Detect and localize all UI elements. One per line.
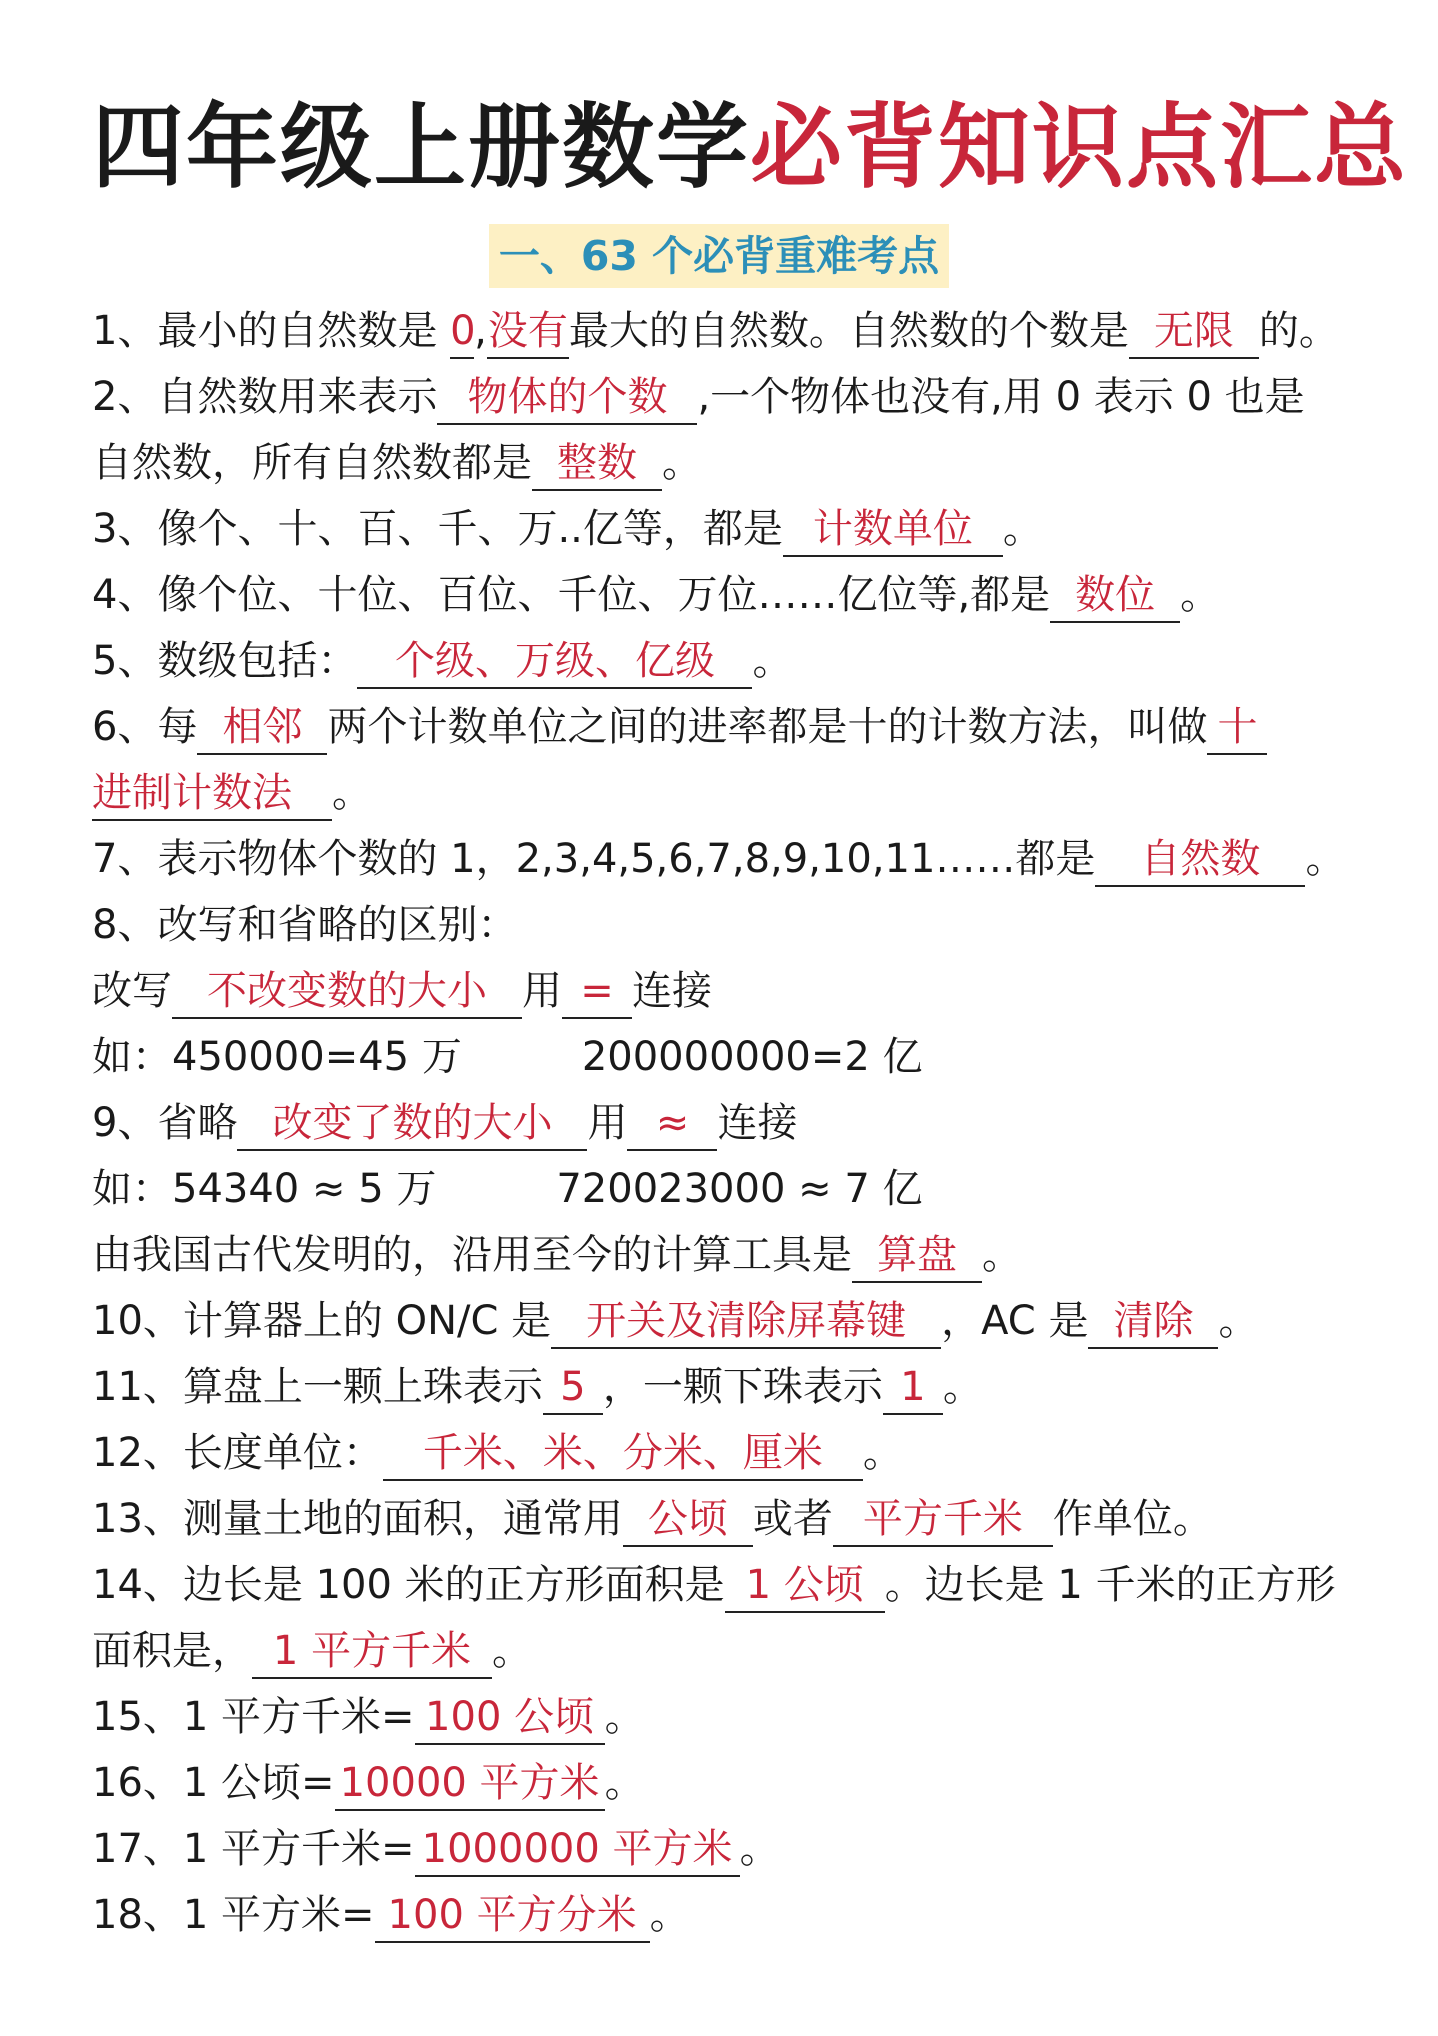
- example-label: 如：: [92, 1034, 172, 1080]
- answer-blank: 5: [543, 1361, 603, 1415]
- item-8-rewrite: [92, 958, 1346, 1024]
- item-text: 。: [982, 1232, 1022, 1278]
- item-14-cont: [92, 1618, 1346, 1684]
- item-text: ，一颗下珠表示: [602, 1364, 883, 1410]
- title-red-part: 必背知识点汇总: [750, 94, 1409, 201]
- example-1: 54340 ≈ 5 万: [172, 1166, 437, 1212]
- item-text: 或者: [752, 1496, 833, 1542]
- item-text: 。: [1002, 506, 1043, 552]
- answer-blank: ≈: [627, 1097, 717, 1151]
- answer-blank: 改变了数的大小: [237, 1097, 587, 1151]
- item-6-cont: [92, 760, 1346, 826]
- answer-blank: 1000000 平方米: [415, 1823, 740, 1877]
- answer-blank: 物体的个数: [437, 371, 697, 425]
- item-text: 。: [332, 770, 372, 816]
- item-text: 。: [942, 1364, 983, 1410]
- item-text: 用: [587, 1100, 628, 1146]
- title-black-part: 四年级上册数学: [92, 94, 751, 201]
- answer-blank: 1 公顷: [725, 1559, 885, 1613]
- item-8: [92, 892, 1346, 958]
- item-text: ，AC 是: [941, 1298, 1089, 1344]
- item-text: 7、表示物体个数的 1，2,3,4,5,6,7,8,9,10,11……都是: [92, 836, 1096, 882]
- item-text: 3、像个、十、百、千、万..亿等，都是: [92, 506, 783, 552]
- answer-blank: 1 平方千米: [252, 1625, 492, 1679]
- answer-blank: 千米、米、分米、厘米: [383, 1427, 863, 1481]
- item-text: 15、1 平方千米=: [92, 1694, 415, 1740]
- knowledge-list: [92, 298, 1346, 1948]
- item-18: [92, 1882, 1346, 1948]
- item-10: [92, 1288, 1346, 1354]
- answer-blank: 平方千米: [833, 1493, 1053, 1547]
- answer-blank: 0: [450, 305, 474, 359]
- item-text: 8、改写和省略的区别：: [92, 902, 518, 948]
- item-text: 作单位。: [1052, 1496, 1213, 1542]
- answer-blank: 公顷: [623, 1493, 753, 1547]
- item-text: 。: [1218, 1298, 1259, 1344]
- item-text: 。: [862, 1430, 903, 1476]
- answer-blank: 10000 平方米: [335, 1757, 605, 1811]
- item-text: 用: [522, 968, 562, 1014]
- item-text: 连接: [632, 968, 712, 1014]
- item-text: 。: [604, 1694, 645, 1740]
- answer-blank: 相邻: [197, 701, 327, 755]
- section-heading: 一、63 个必背重难考点: [489, 224, 949, 288]
- item-9-abacus: [92, 1222, 1346, 1288]
- item-text: 12、长度单位：: [92, 1430, 383, 1476]
- item-text: ,: [474, 308, 487, 354]
- item-text: 。: [492, 1628, 532, 1674]
- item-8-example: [92, 1024, 1346, 1090]
- item-text: 13、测量土地的面积，通常用: [92, 1496, 623, 1542]
- item-text: 连接: [717, 1100, 798, 1146]
- item-text: 2、自然数用来表示: [92, 374, 438, 420]
- item-text: 。: [739, 1826, 780, 1872]
- item-15: [92, 1684, 1346, 1750]
- item-text: 。: [1180, 572, 1221, 618]
- answer-blank: 无限: [1129, 305, 1259, 359]
- item-12: [92, 1420, 1346, 1486]
- item-13: [92, 1486, 1346, 1552]
- item-14: [92, 1552, 1346, 1618]
- page-title: [92, 0, 1409, 204]
- answer-blank: 十: [1207, 701, 1267, 755]
- item-text: 16、1 公顷=: [92, 1760, 335, 1806]
- item-text: 的。: [1258, 308, 1339, 354]
- item-17: [92, 1816, 1346, 1882]
- answer-blank: 自然数: [1095, 833, 1305, 887]
- item-text: 。: [1305, 836, 1346, 882]
- item-text: 6、每: [92, 704, 198, 750]
- answer-blank: 开关及清除屏幕键: [551, 1295, 941, 1349]
- answer-blank: 整数: [532, 437, 662, 491]
- item-text: 面积是，: [92, 1628, 252, 1674]
- answer-blank: 没有: [487, 305, 569, 359]
- item-text: 5、数级包括：: [92, 638, 358, 684]
- example-label: 如：: [92, 1166, 172, 1212]
- item-9: [92, 1090, 1346, 1156]
- item-text: 。: [662, 440, 702, 486]
- answer-blank: 数位: [1050, 569, 1180, 623]
- answer-blank: 100 平方分米: [375, 1889, 650, 1943]
- item-2-cont: [92, 430, 1346, 496]
- example-2: 200000000=2 亿: [581, 1034, 923, 1080]
- item-text: 。边长是 1 千米的正方形: [884, 1562, 1336, 1608]
- example-2: 720023000 ≈ 7 亿: [556, 1166, 923, 1212]
- answer-blank: 1: [883, 1361, 943, 1415]
- item-text: 10、计算器上的 ON/C 是: [92, 1298, 552, 1344]
- answer-blank: 个级、万级、亿级: [357, 635, 752, 689]
- item-11: [92, 1354, 1346, 1420]
- item-text: 两个计数单位之间的进率都是十的计数方法，叫做: [327, 704, 1208, 750]
- item-text: 由我国古代发明的，沿用至今的计算工具是: [92, 1232, 852, 1278]
- item-text: 17、1 平方千米=: [92, 1826, 415, 1872]
- item-3: [92, 496, 1346, 562]
- item-text: 18、1 平方米=: [92, 1892, 375, 1938]
- item-16: [92, 1750, 1346, 1816]
- answer-blank: 计数单位: [783, 503, 1003, 557]
- item-text: 9、省略: [92, 1100, 238, 1146]
- answer-blank: 100 公顷: [415, 1691, 605, 1745]
- item-text: 14、边长是 100 米的正方形面积是: [92, 1562, 725, 1608]
- item-text: 最大的自然数。自然数的个数是: [568, 308, 1129, 354]
- example-1: 450000=45 万: [172, 1034, 462, 1080]
- answer-blank: 清除: [1088, 1295, 1218, 1349]
- item-9-example: [92, 1156, 1346, 1222]
- item-text: 。: [604, 1760, 645, 1806]
- item-text: 。: [752, 638, 793, 684]
- item-1: [92, 298, 1346, 364]
- item-text: 4、像个位、十位、百位、千位、万位……亿位等,都是: [92, 572, 1051, 618]
- answer-blank: 不改变数的大小: [172, 965, 522, 1019]
- answer-blank: =: [562, 965, 632, 1019]
- item-5: [92, 628, 1346, 694]
- item-text: 1、最小的自然数是: [92, 308, 451, 354]
- item-7: [92, 826, 1346, 892]
- item-6: [92, 694, 1346, 760]
- item-text: 自然数，所有自然数都是: [92, 440, 532, 486]
- item-text: 11、算盘上一颗上珠表示: [92, 1364, 543, 1410]
- item-4: [92, 562, 1346, 628]
- item-text: 。: [649, 1892, 690, 1938]
- answer-blank: 进制计数法: [92, 767, 332, 821]
- item-text: 改写: [92, 968, 172, 1014]
- item-2: [92, 364, 1346, 430]
- item-text: ,一个物体也没有,用 0 表示 0 也是: [697, 374, 1305, 420]
- answer-blank: 算盘: [852, 1229, 982, 1283]
